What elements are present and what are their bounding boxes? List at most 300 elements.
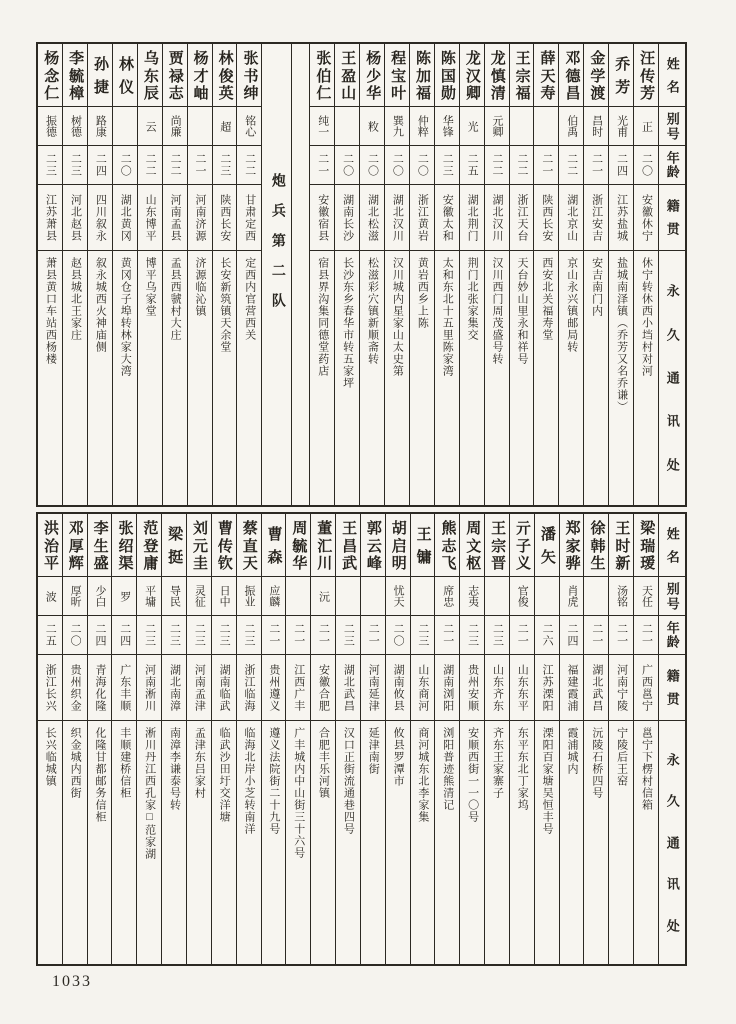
name-cell [262,514,286,577]
alias-cell: 云 [138,107,162,146]
glyph: 籍 [664,668,680,683]
address-cell: 临武沙田圩交洋塘 [218,727,231,823]
glyph: 书 [241,67,258,83]
glyph: 王 [513,49,530,65]
glyph: 武 [340,555,357,571]
address-cell: 荆门北张家集交 [466,257,479,341]
roster-column [310,514,335,964]
glyph: 梁 [166,525,183,541]
name-cell [460,44,484,107]
alias-cell: 导民 [162,577,186,616]
name-cell [410,44,434,107]
empty-cell [292,44,309,505]
glyph: 明 [389,555,406,571]
divider-spacer-column [291,44,309,505]
name-cell [336,514,360,577]
alias-cell [584,577,608,616]
alias-cell [361,577,385,616]
roster-column [137,44,162,505]
roster-column [583,514,608,964]
name-cell [535,514,559,577]
age-cell: 二三 [460,616,484,655]
age-cell: 二三 [237,616,261,655]
native-place-cell: 山东博平 [138,185,162,251]
glyph: 熊 [439,519,456,535]
header-column [658,44,685,505]
age-cell: 二四 [88,146,112,185]
glyph: 川 [315,555,332,571]
glyph: 名 [664,79,680,93]
age-cell: 二三 [137,616,161,655]
roster-column [509,44,534,505]
glyph: 别 [664,582,680,596]
native-place-cell: 江苏盐城 [609,185,633,251]
alias-cell: 波 [38,577,62,616]
alias-cell: 尚廉 [163,107,187,146]
name-cell [88,514,112,577]
glyph: 骅 [563,555,580,571]
alias-cell: 厚昕 [63,577,87,616]
alias-cell: 振德 [38,107,62,146]
glyph: 名 [664,549,680,563]
age-cell: 二四 [88,616,112,655]
name-cell [88,44,112,107]
age-cell: 二三 [38,146,62,185]
native-place-cell: 河南宁陵 [609,655,633,721]
glyph: 天 [538,67,555,83]
address-cell: 黄冈仓子埠转林家大湾 [119,257,132,377]
native-place-cell: 贵州安顺 [460,655,484,721]
glyph: 曹 [265,525,282,541]
glyph: 福 [513,85,530,101]
glyph: 芳 [613,79,630,95]
address-cell: 安顺西街一一〇号 [466,727,479,823]
glyph: 通 [664,835,680,850]
roster-column [334,44,359,505]
native-place-cell: 山东商河 [411,655,435,721]
roster-column [385,514,410,964]
glyph: 矢 [538,549,555,565]
name-cell [485,514,509,577]
native-place-cell: 江西广丰 [286,655,310,721]
glyph: 李 [91,519,108,535]
native-place-cell: 湖北汉川 [385,185,409,251]
age-cell: 二四 [609,146,633,185]
glyph: 周 [464,519,481,535]
glyph: 福 [414,85,431,101]
alias-cell: 应麟 [262,577,286,616]
glyph: 毓 [290,537,307,553]
alias-cell: 正 [634,107,658,146]
glyph: 慎 [488,67,505,83]
age-cell: 二一 [361,616,385,655]
glyph: 芳 [638,85,655,101]
roster-column [87,44,112,505]
name-cell [63,44,87,107]
name-cell [38,44,62,107]
glyph: 传 [215,537,232,553]
address-cell: 西安北关福寿堂 [540,257,553,341]
address-cell: 萧县黄口车站西杨楼 [44,257,57,365]
alias-cell: 罗 [112,577,136,616]
address-cell: 汉川西门周茂盛号转 [491,257,504,365]
address-cell: 休宁转休西小垱村对河 [640,257,653,377]
native-place-cell: 安徽休宁 [634,185,658,251]
glyph: 启 [389,537,406,553]
glyph: 龄 [664,635,680,650]
name-cell [237,514,261,577]
native-place-cell: 湖北松滋 [360,185,384,251]
alias-cell: 路康 [88,107,112,146]
glyph: 宝 [389,67,406,83]
roster-column [459,44,484,505]
alias-cell [336,577,360,616]
glyph: 平 [41,555,58,571]
glyph: 直 [240,537,257,553]
address-cell: 济源临沁镇 [193,257,206,317]
glyph: 少 [364,67,381,83]
age-cell: 二二 [163,146,187,185]
alias-cell: 华锋 [435,107,459,146]
roster-column [187,44,212,505]
name-cell [634,44,658,107]
roster-column [112,44,137,505]
address-cell: 南漳李谦泰号转 [168,727,181,811]
glyph: 渠 [116,555,133,571]
roster-column [533,44,558,505]
address-cell: 霞浦城内 [565,727,578,775]
address-cell: 织金城内西街 [69,727,82,799]
glyph: 永 [664,284,680,299]
name-cell [411,514,435,577]
native-place-cell: 河南孟津 [187,655,211,721]
glyph: 挺 [166,549,183,565]
name-cell [609,44,633,107]
glyph: 林 [216,49,233,65]
alias-cell: 平墉 [137,577,161,616]
glyph: 志 [166,85,183,101]
alias-cell: 光 [460,107,484,146]
age-cell: 二〇 [386,616,410,655]
glyph: 登 [141,537,158,553]
name-cell [286,514,310,577]
alias-cell [335,107,359,146]
age-cell: 二三 [212,616,236,655]
roster-column [285,514,310,964]
alias-cell [534,107,558,146]
native-place-cell: 湖北荆门 [460,185,484,251]
name-cell [213,44,237,107]
roster-column [111,514,136,964]
roster-column [558,44,583,505]
glyph: 通 [664,370,680,385]
address-cell: 攸县罗潭市 [392,727,405,787]
roster-column [62,44,87,505]
glyph: 乌 [141,49,158,65]
glyph: 志 [439,537,456,553]
name-cell [361,514,385,577]
glyph: 飞 [439,555,456,571]
native-place-cell: 四川叙永 [88,185,112,251]
roster-column [87,514,112,964]
glyph: 卿 [463,85,480,101]
name-cell [386,514,410,577]
address-cell: 遵义法院街二十九号 [267,727,280,835]
address-cell: 丰顺建桥信柜 [118,727,131,799]
name-cell [162,514,186,577]
glyph: 杨 [191,49,208,65]
glyph: 郭 [364,519,381,535]
native-place-cell: 青海化隆 [88,655,112,721]
glyph: 杨 [364,49,381,65]
name-cell [163,44,187,107]
glyph: 林 [116,55,133,71]
age-cell: 二一 [634,616,658,655]
glyph: 生 [91,537,108,553]
alias-cell [188,107,212,146]
glyph: 枢 [464,555,481,571]
glyph: 勋 [438,85,455,101]
name-cell [584,44,608,107]
glyph: 队 [269,292,285,307]
glyph: 第 [269,232,285,247]
alias-cell: 汤铭 [609,577,633,616]
name-cell [112,514,136,577]
glyph: 刘 [191,519,208,535]
age-cell: 二一 [510,616,534,655]
roster-column [583,44,608,505]
glyph: 蔡 [240,519,257,535]
glyph: 王 [340,519,357,535]
name-cell [138,44,162,107]
address-cell: 合肥丰乐河镇 [317,727,330,799]
native-place-cell: 江苏萧县 [38,185,62,251]
glyph: 汪 [638,49,655,65]
roster-column [484,44,509,505]
glyph: 钦 [215,555,232,571]
glyph: 龄 [664,165,680,180]
glyph: 范 [141,519,158,535]
glyph: 俊 [216,67,233,83]
glyph: 辉 [66,555,83,571]
glyph: 宗 [513,67,530,83]
roster-column [534,514,559,964]
glyph: 镛 [414,549,431,565]
header-age [659,616,685,655]
roster-column [38,514,62,964]
alias-cell: 忧天 [386,577,410,616]
alias-cell: 仲粹 [410,107,434,146]
alias-cell: 志夷 [460,577,484,616]
alias-cell: 光甫 [609,107,633,146]
glyph: 别 [664,112,680,126]
age-cell: 二一 [286,616,310,655]
native-place-cell: 浙江黄岩 [410,185,434,251]
header-alias [659,577,685,616]
native-place-cell: 安徽太和 [435,185,459,251]
native-place-cell: 湖北汉川 [485,185,509,251]
roster-column [608,514,633,964]
glyph: 昌 [563,85,580,101]
alias-cell: 元卿 [485,107,509,146]
glyph: 处 [664,918,680,933]
alias-cell [286,577,310,616]
glyph: 张 [314,49,331,65]
address-cell: 化隆甘都邮务信柜 [93,727,106,823]
name-cell [609,514,633,577]
glyph: 讯 [664,414,680,429]
age-cell: 二六 [535,616,559,655]
glyph: 森 [265,549,282,565]
glyph: 梁 [638,519,655,535]
glyph: 年 [664,620,680,635]
glyph: 亓 [513,519,530,535]
alias-cell: 巽九 [385,107,409,146]
address-cell: 延津南街 [367,727,380,775]
age-cell: 二三 [411,616,435,655]
header-name [659,44,685,107]
glyph: 辰 [141,85,158,101]
age-cell: 二一 [534,146,558,185]
glyph: 杨 [42,49,59,65]
glyph: 董 [315,519,332,535]
section-divider-column [261,44,291,505]
native-place-cell: 福建霞浦 [560,655,584,721]
alias-cell: 伯禹 [559,107,583,146]
header-address [659,251,685,505]
glyph: 邓 [563,49,580,65]
roster-column [335,514,360,964]
glyph: 曹 [215,519,232,535]
glyph: 号 [664,126,680,140]
age-cell: 二三 [485,616,509,655]
glyph: 龙 [488,49,505,65]
alias-cell: 少白 [88,577,112,616]
address-cell: 孟津东吕家村 [193,727,206,799]
native-place-cell: 安徽合肥 [311,655,335,721]
alias-cell: 沅 [311,577,335,616]
glyph: 程 [389,49,406,65]
glyph: 叶 [389,85,406,101]
glyph: 子 [513,537,530,553]
name-cell [113,44,137,107]
header-name [659,514,685,577]
glyph: 学 [588,67,605,83]
name-cell [360,44,384,107]
address-cell: 太和东北十五里陈家湾 [441,257,454,377]
glyph: 洪 [41,519,58,535]
glyph: 寿 [538,85,555,101]
address-cell: 汉川城内星家山太史第 [391,257,404,377]
glyph: 李 [67,49,84,65]
glyph: 禄 [166,67,183,83]
native-place-cell: 河南济源 [188,185,212,251]
address-cell: 赵县城北王家庄 [69,257,82,341]
glyph: 华 [290,555,307,571]
roster-column [261,514,286,964]
glyph: 韩 [588,537,605,553]
glyph: 陈 [414,49,431,65]
alias-cell: 肖虎 [560,577,584,616]
age-cell: 二二 [485,146,509,185]
glyph: 加 [414,67,431,83]
native-place-cell: 山东东平 [510,655,534,721]
native-place-cell: 浙江长兴 [38,655,62,721]
glyph: 仁 [42,85,59,101]
native-place-cell: 江苏溧阳 [535,655,559,721]
age-cell: 二三 [63,146,87,185]
age-cell: 二三 [435,146,459,185]
roster-column [484,514,509,964]
age-cell: 二〇 [63,616,87,655]
header-age [659,146,685,185]
age-cell: 二一 [311,616,335,655]
age-cell: 二〇 [634,146,658,185]
native-place-cell: 河南孟县 [163,185,187,251]
roster-column [236,514,261,964]
glyph: 郑 [563,519,580,535]
age-cell: 二二 [237,146,261,185]
alias-cell: 纯一 [310,107,334,146]
native-place-cell: 湖北武昌 [584,655,608,721]
glyph: 渡 [588,85,605,101]
address-cell: 商河城东北李家集 [416,727,429,823]
header-address [659,721,685,964]
name-cell [335,44,359,107]
native-place-cell: 浙江天台 [510,185,534,251]
roster-column [309,44,334,505]
age-cell: 二〇 [410,146,434,185]
address-cell: 广丰城内中山街三十六号 [292,727,305,859]
glyph: 晋 [489,555,506,571]
age-cell: 二一 [584,146,608,185]
glyph: 永 [664,752,680,767]
age-cell: 二〇 [385,146,409,185]
age-cell: 二一 [310,146,334,185]
name-cell [188,44,212,107]
age-cell: 二〇 [360,146,384,185]
native-place-cell: 山东齐东 [485,655,509,721]
roster-column [136,514,161,964]
roster-column [360,514,385,964]
name-cell [38,514,62,577]
roster-column [384,44,409,505]
address-cell: 定西内官营西关 [243,257,256,341]
glyph: 天 [240,555,257,571]
glyph: 清 [488,85,505,101]
glyph: 庸 [141,555,158,571]
glyph: 圭 [191,555,208,571]
glyph: 张 [116,519,133,535]
glyph: 英 [216,85,233,101]
glyph: 姓 [664,57,680,71]
glyph: 瑷 [638,555,655,571]
roster-column [559,514,584,964]
name-cell [137,514,161,577]
roster-column [186,514,211,964]
address-cell: 溧阳百家塘吴恒丰号 [541,727,554,835]
native-place-cell: 陕西长安 [534,185,558,251]
glyph: 伯 [314,67,331,83]
roster-column [359,44,384,505]
address-cell: 安吉南门内 [590,257,603,317]
glyph: 龙 [463,49,480,65]
age-cell: 二五 [460,146,484,185]
roster-column [211,514,236,964]
glyph: 才 [191,67,208,83]
glyph: 樟 [67,85,84,101]
native-place-cell: 河南淅川 [137,655,161,721]
